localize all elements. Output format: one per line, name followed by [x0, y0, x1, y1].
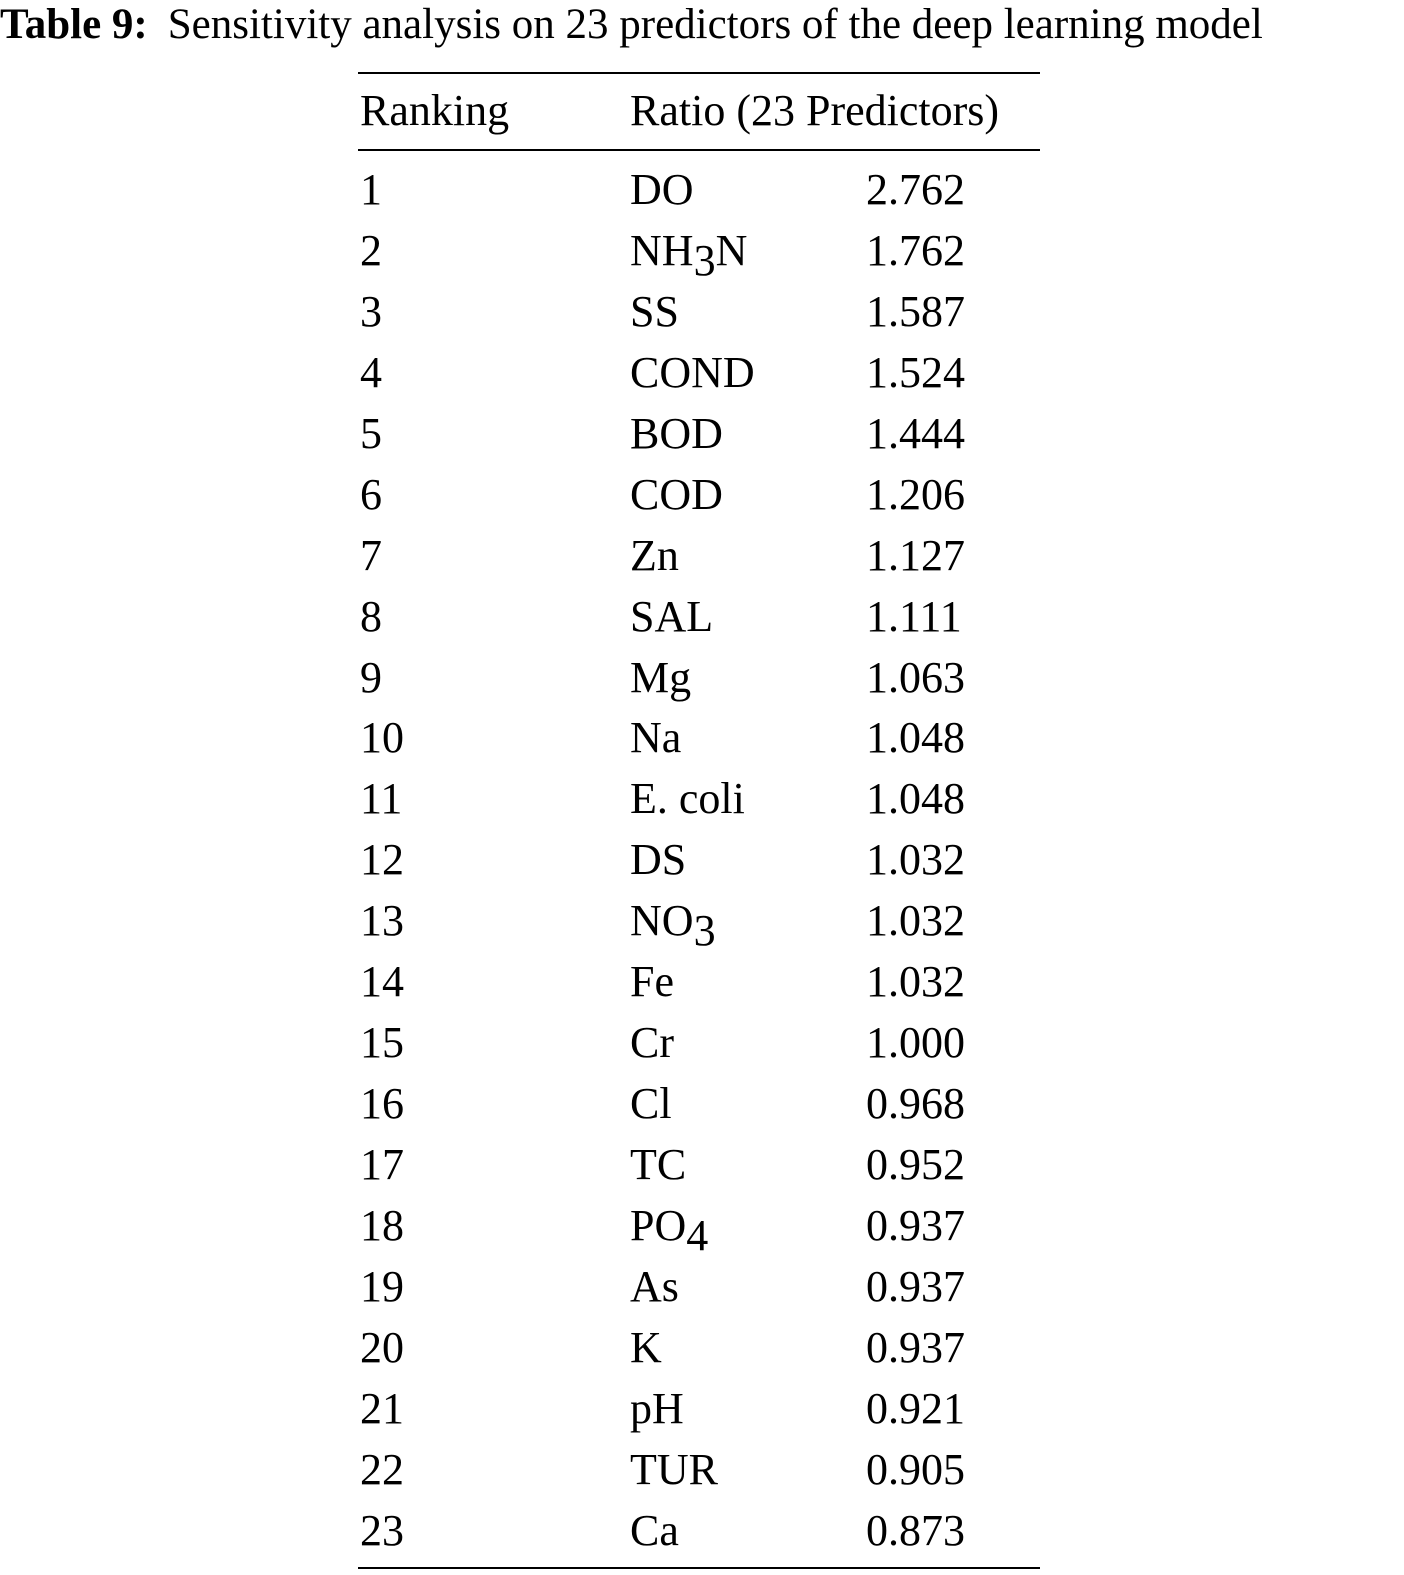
- ratio-cell: 0.873: [866, 1505, 965, 1555]
- predictor-name: As: [630, 1261, 679, 1311]
- ratio-cell: 1.111: [866, 591, 962, 641]
- header-ratio: Ratio (23 Predictors): [630, 86, 1000, 135]
- ratio-cell: 1.063: [866, 652, 965, 702]
- rank-cell: 1: [360, 165, 382, 214]
- table-row: [358, 586, 1040, 647]
- table-body: [358, 151, 1040, 1567]
- rank-cell: 8: [360, 591, 382, 641]
- ratio-cell: 0.905: [866, 1444, 965, 1494]
- rank-cell: 7: [360, 530, 382, 580]
- predictor-cell: [630, 653, 691, 703]
- table-row: [358, 220, 1040, 285]
- predictor-cell: [630, 713, 681, 763]
- predictor-name: COD: [630, 469, 723, 519]
- predictor-cell: [630, 226, 747, 286]
- predictor-name: K: [630, 1322, 662, 1372]
- table-row: [358, 464, 1040, 525]
- rank-cell: 4: [360, 347, 382, 397]
- rank-cell: 10: [360, 713, 404, 763]
- predictor-name: Cl: [630, 1079, 672, 1129]
- predictor-suffix: N: [715, 225, 748, 275]
- ratio-cell: 2.762: [866, 165, 965, 214]
- caption-label: Table 9:: [0, 1, 148, 48]
- predictor-name: PO: [630, 1200, 687, 1250]
- rank-cell: 14: [360, 957, 404, 1007]
- rank-cell: 22: [360, 1444, 404, 1494]
- ratio-cell: 1.048: [866, 774, 965, 824]
- rank-cell: 20: [360, 1322, 404, 1372]
- table-row: [358, 1317, 1040, 1378]
- predictor-cell: [630, 1445, 718, 1495]
- table-row: [358, 707, 1040, 768]
- table-header: [358, 74, 1040, 149]
- predictor-name: SAL: [630, 591, 714, 641]
- predictor-cell: [630, 1262, 679, 1312]
- ratio-cell: 0.937: [866, 1200, 965, 1250]
- rank-cell: 9: [360, 652, 382, 702]
- predictor-name: E. coli: [630, 774, 745, 824]
- ratio-cell: 0.921: [866, 1383, 965, 1433]
- predictor-cell: [630, 470, 723, 520]
- predictor-cell: [630, 1201, 708, 1261]
- rank-cell: 17: [360, 1140, 404, 1189]
- predictor-name: NH: [630, 225, 694, 275]
- rank-cell: 2: [360, 225, 382, 275]
- rank-cell: 18: [360, 1200, 404, 1250]
- rank-cell: 3: [360, 286, 382, 336]
- predictor-cell: [630, 835, 686, 885]
- predictor-name: Na: [630, 713, 682, 763]
- ratio-cell: 1.444: [866, 408, 965, 458]
- ratio-cell: 0.937: [866, 1261, 965, 1311]
- rank-cell: 19: [360, 1261, 404, 1311]
- table-row: [358, 1256, 1040, 1317]
- predictor-name: Fe: [630, 957, 674, 1007]
- ratio-cell: 1.127: [866, 530, 965, 580]
- predictor-name: Ca: [630, 1505, 679, 1555]
- predictor-cell: [630, 287, 679, 337]
- table-caption: [0, 0, 1404, 50]
- predictor-subscript: 3: [693, 235, 716, 285]
- ratio-cell: 1.524: [866, 347, 965, 397]
- table-row: [358, 890, 1040, 956]
- rank-cell: 12: [360, 835, 404, 885]
- predictor-cell: [630, 774, 745, 824]
- table-row: [358, 951, 1040, 1012]
- predictor-cell: [630, 1018, 674, 1068]
- predictor-name: SS: [630, 286, 679, 336]
- table-row: [358, 1073, 1040, 1134]
- predictor-subscript: 4: [686, 1210, 709, 1260]
- predictor-cell: [630, 1079, 672, 1129]
- ratio-cell: 0.937: [866, 1322, 965, 1372]
- table-row: [358, 1378, 1040, 1439]
- table-row: [358, 768, 1040, 829]
- rank-cell: 21: [360, 1383, 404, 1433]
- ratio-cell: 1.032: [866, 896, 965, 946]
- predictor-name: Mg: [630, 652, 692, 702]
- predictor-name: DS: [630, 835, 687, 885]
- bottom-rule: [358, 1567, 1040, 1569]
- rank-cell: 13: [360, 896, 404, 946]
- ratio-cell: 1.032: [866, 957, 965, 1007]
- predictor-cell: [630, 1384, 684, 1434]
- predictor-name: BOD: [630, 408, 723, 458]
- table-row: [358, 1439, 1040, 1500]
- predictor-name: TC: [630, 1140, 687, 1189]
- ratio-cell: 1.048: [866, 713, 965, 763]
- ratio-cell: 1.762: [866, 225, 965, 275]
- table-row: [358, 281, 1040, 342]
- ratio-cell: 1.587: [866, 286, 965, 336]
- predictor-cell: [630, 409, 723, 459]
- predictor-cell: [630, 1140, 686, 1190]
- predictor-name: DO: [630, 165, 694, 214]
- table-row: [358, 525, 1040, 586]
- table-row: [358, 647, 1040, 708]
- table-row: [358, 1134, 1040, 1195]
- predictor-cell: [630, 592, 713, 642]
- rank-cell: 15: [360, 1018, 404, 1068]
- predictor-cell: [630, 896, 716, 956]
- rank-cell: 16: [360, 1079, 404, 1129]
- table-row: [358, 159, 1040, 220]
- predictor-cell: [630, 1323, 662, 1373]
- ratio-cell: 0.952: [866, 1140, 965, 1189]
- header-ranking: Ranking: [360, 86, 510, 135]
- rank-cell: 6: [360, 469, 382, 519]
- table-row: [358, 829, 1040, 890]
- predictor-subscript: 3: [693, 906, 716, 956]
- ratio-cell: 1.032: [866, 835, 965, 885]
- predictor-cell: [630, 348, 755, 398]
- predictor-name: pH: [630, 1383, 684, 1433]
- predictor-cell: [630, 1506, 679, 1556]
- predictor-cell: [630, 531, 679, 581]
- predictor-name: NO: [630, 896, 694, 946]
- predictor-cell: [630, 165, 694, 215]
- predictor-name: Zn: [630, 530, 679, 580]
- predictor-name: Cr: [630, 1018, 674, 1068]
- ratio-cell: 0.968: [866, 1079, 965, 1129]
- table-row: [358, 1012, 1040, 1073]
- table-row: [358, 342, 1040, 403]
- ratio-cell: 1.000: [866, 1018, 965, 1068]
- ratio-cell: 1.206: [866, 469, 965, 519]
- rank-cell: 23: [360, 1505, 404, 1555]
- table-row: [358, 1195, 1040, 1260]
- predictor-name: TUR: [630, 1444, 718, 1494]
- predictor-name: COND: [630, 347, 755, 397]
- rank-cell: 11: [360, 774, 403, 824]
- sensitivity-table: [358, 72, 1040, 1569]
- predictor-cell: [630, 957, 674, 1007]
- table-row: [358, 403, 1040, 464]
- rank-cell: 5: [360, 408, 382, 458]
- table-row: [358, 1500, 1040, 1561]
- caption-text: Sensitivity analysis on 23 predictors of the deep learning model: [167, 1, 1263, 48]
